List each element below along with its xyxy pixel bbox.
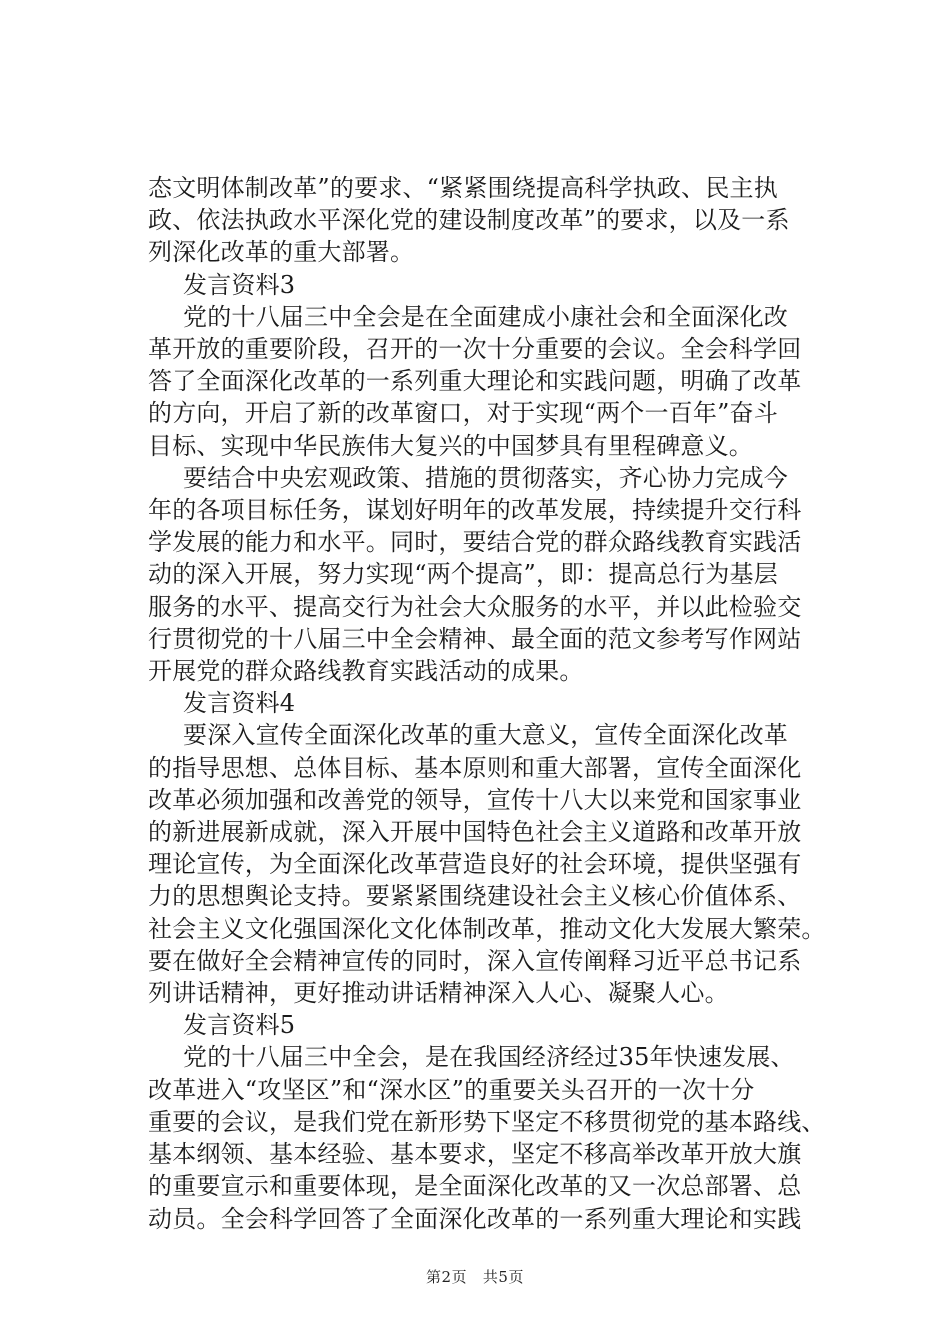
section-heading [148, 269, 828, 301]
section-heading [148, 1009, 828, 1041]
text-line: 目标、实现中华民族伟大复兴的中国梦具有里程碑意义。 [148, 431, 753, 460]
text-line: 态文明体制改革”的要求、“紧紧围绕提高科学执政、民主执 [148, 174, 778, 202]
text-line: 发言资料5 [183, 1011, 296, 1040]
text-line: 要在做好全会精神宣传的同时，深入宣传阐释习近平总书记系 [148, 946, 802, 975]
text-line: 动员。全会科学回答了全面深化改革的一系列重大理论和实践 [148, 1204, 802, 1233]
text-line: 学发展的能力和水平。同时，要结合党的群众路线教育实践活 [148, 528, 802, 557]
text-line: 改革进入“攻坚区”和“深水区”的重要关头召开的一次十分 [148, 1075, 755, 1104]
text-line: 党的十八届三中全会，是在我国经济经过35年快速发展、 [183, 1043, 795, 1072]
text-line: 开展党的群众路线教育实践活动的成果。 [148, 657, 584, 686]
section-heading [148, 687, 828, 719]
text-line: 社会主义文化强国深化文化体制改革，推动文化大发展大繁荣。 [148, 914, 826, 943]
text-line: 列深化改革的重大部署。 [148, 238, 415, 267]
text-line: 年的各项目标任务，谋划好明年的改革发展，持续提升交行科 [148, 496, 802, 525]
page-number: 第2页 [426, 1268, 468, 1286]
text-line: 的重要宣示和重要体现，是全面深化改革的又一次总部署、总 [148, 1172, 802, 1201]
text-line: 行贯彻党的十八届三中全会精神、最全面的范文参考写作网站 [148, 624, 802, 653]
text-line: 要结合中央宏观政策、措施的贯彻落实，齐心协力完成今 [183, 463, 788, 492]
text-line: 的方向，开启了新的改革窗口，对于实现“两个一百年”奋斗 [148, 399, 778, 428]
page-footer [0, 1266, 950, 1287]
text-line: 政、依法执政水平深化党的建设制度改革”的要求，以及一系 [148, 206, 790, 235]
text-line: 发言资料3 [183, 270, 296, 299]
paragraph [148, 301, 828, 462]
paragraph [148, 719, 828, 1009]
page-total: 共5页 [482, 1268, 524, 1286]
text-line: 的新进展新成就，深入开展中国特色社会主义道路和改革开放 [148, 818, 802, 847]
text-line: 要深入宣传全面深化改革的重大意义，宣传全面深化改革 [183, 721, 788, 750]
paragraph [148, 462, 828, 687]
text-line: 改革必须加强和改善党的领导，宣传十八大以来党和国家事业 [148, 785, 802, 814]
text-line: 力的思想舆论支持。要紧紧围绕建设社会主义核心价值体系、 [148, 882, 802, 911]
text-line: 发言资料4 [183, 689, 296, 718]
document-body [148, 172, 828, 1235]
text-line: 动的深入开展，努力实现“两个提高”，即：提高总行为基层 [148, 560, 778, 589]
text-line: 列讲话精神，更好推动讲话精神深入人心、凝聚人心。 [148, 979, 729, 1008]
text-line: 服务的水平、提高交行为社会大众服务的水平，并以此检验交 [148, 592, 802, 621]
paragraph [148, 1041, 828, 1234]
text-line: 党的十八届三中全会是在全面建成小康社会和全面深化改 [183, 302, 788, 331]
text-line: 基本纲领、基本经验、基本要求，坚定不移高举改革开放大旗 [148, 1140, 802, 1169]
text-line: 理论宣传，为全面深化改革营造良好的社会环境，提供坚强有 [148, 850, 802, 879]
text-line: 革开放的重要阶段，召开的一次十分重要的会议。全会科学回 [148, 335, 802, 364]
text-line: 重要的会议，是我们党在新形势下坚定不移贯彻党的基本路线、 [148, 1107, 826, 1136]
paragraph [148, 172, 828, 269]
text-line: 的指导思想、总体目标、基本原则和重大部署，宣传全面深化 [148, 753, 802, 782]
text-line: 答了全面深化改革的一系列重大理论和实践问题，明确了改革 [148, 367, 802, 396]
